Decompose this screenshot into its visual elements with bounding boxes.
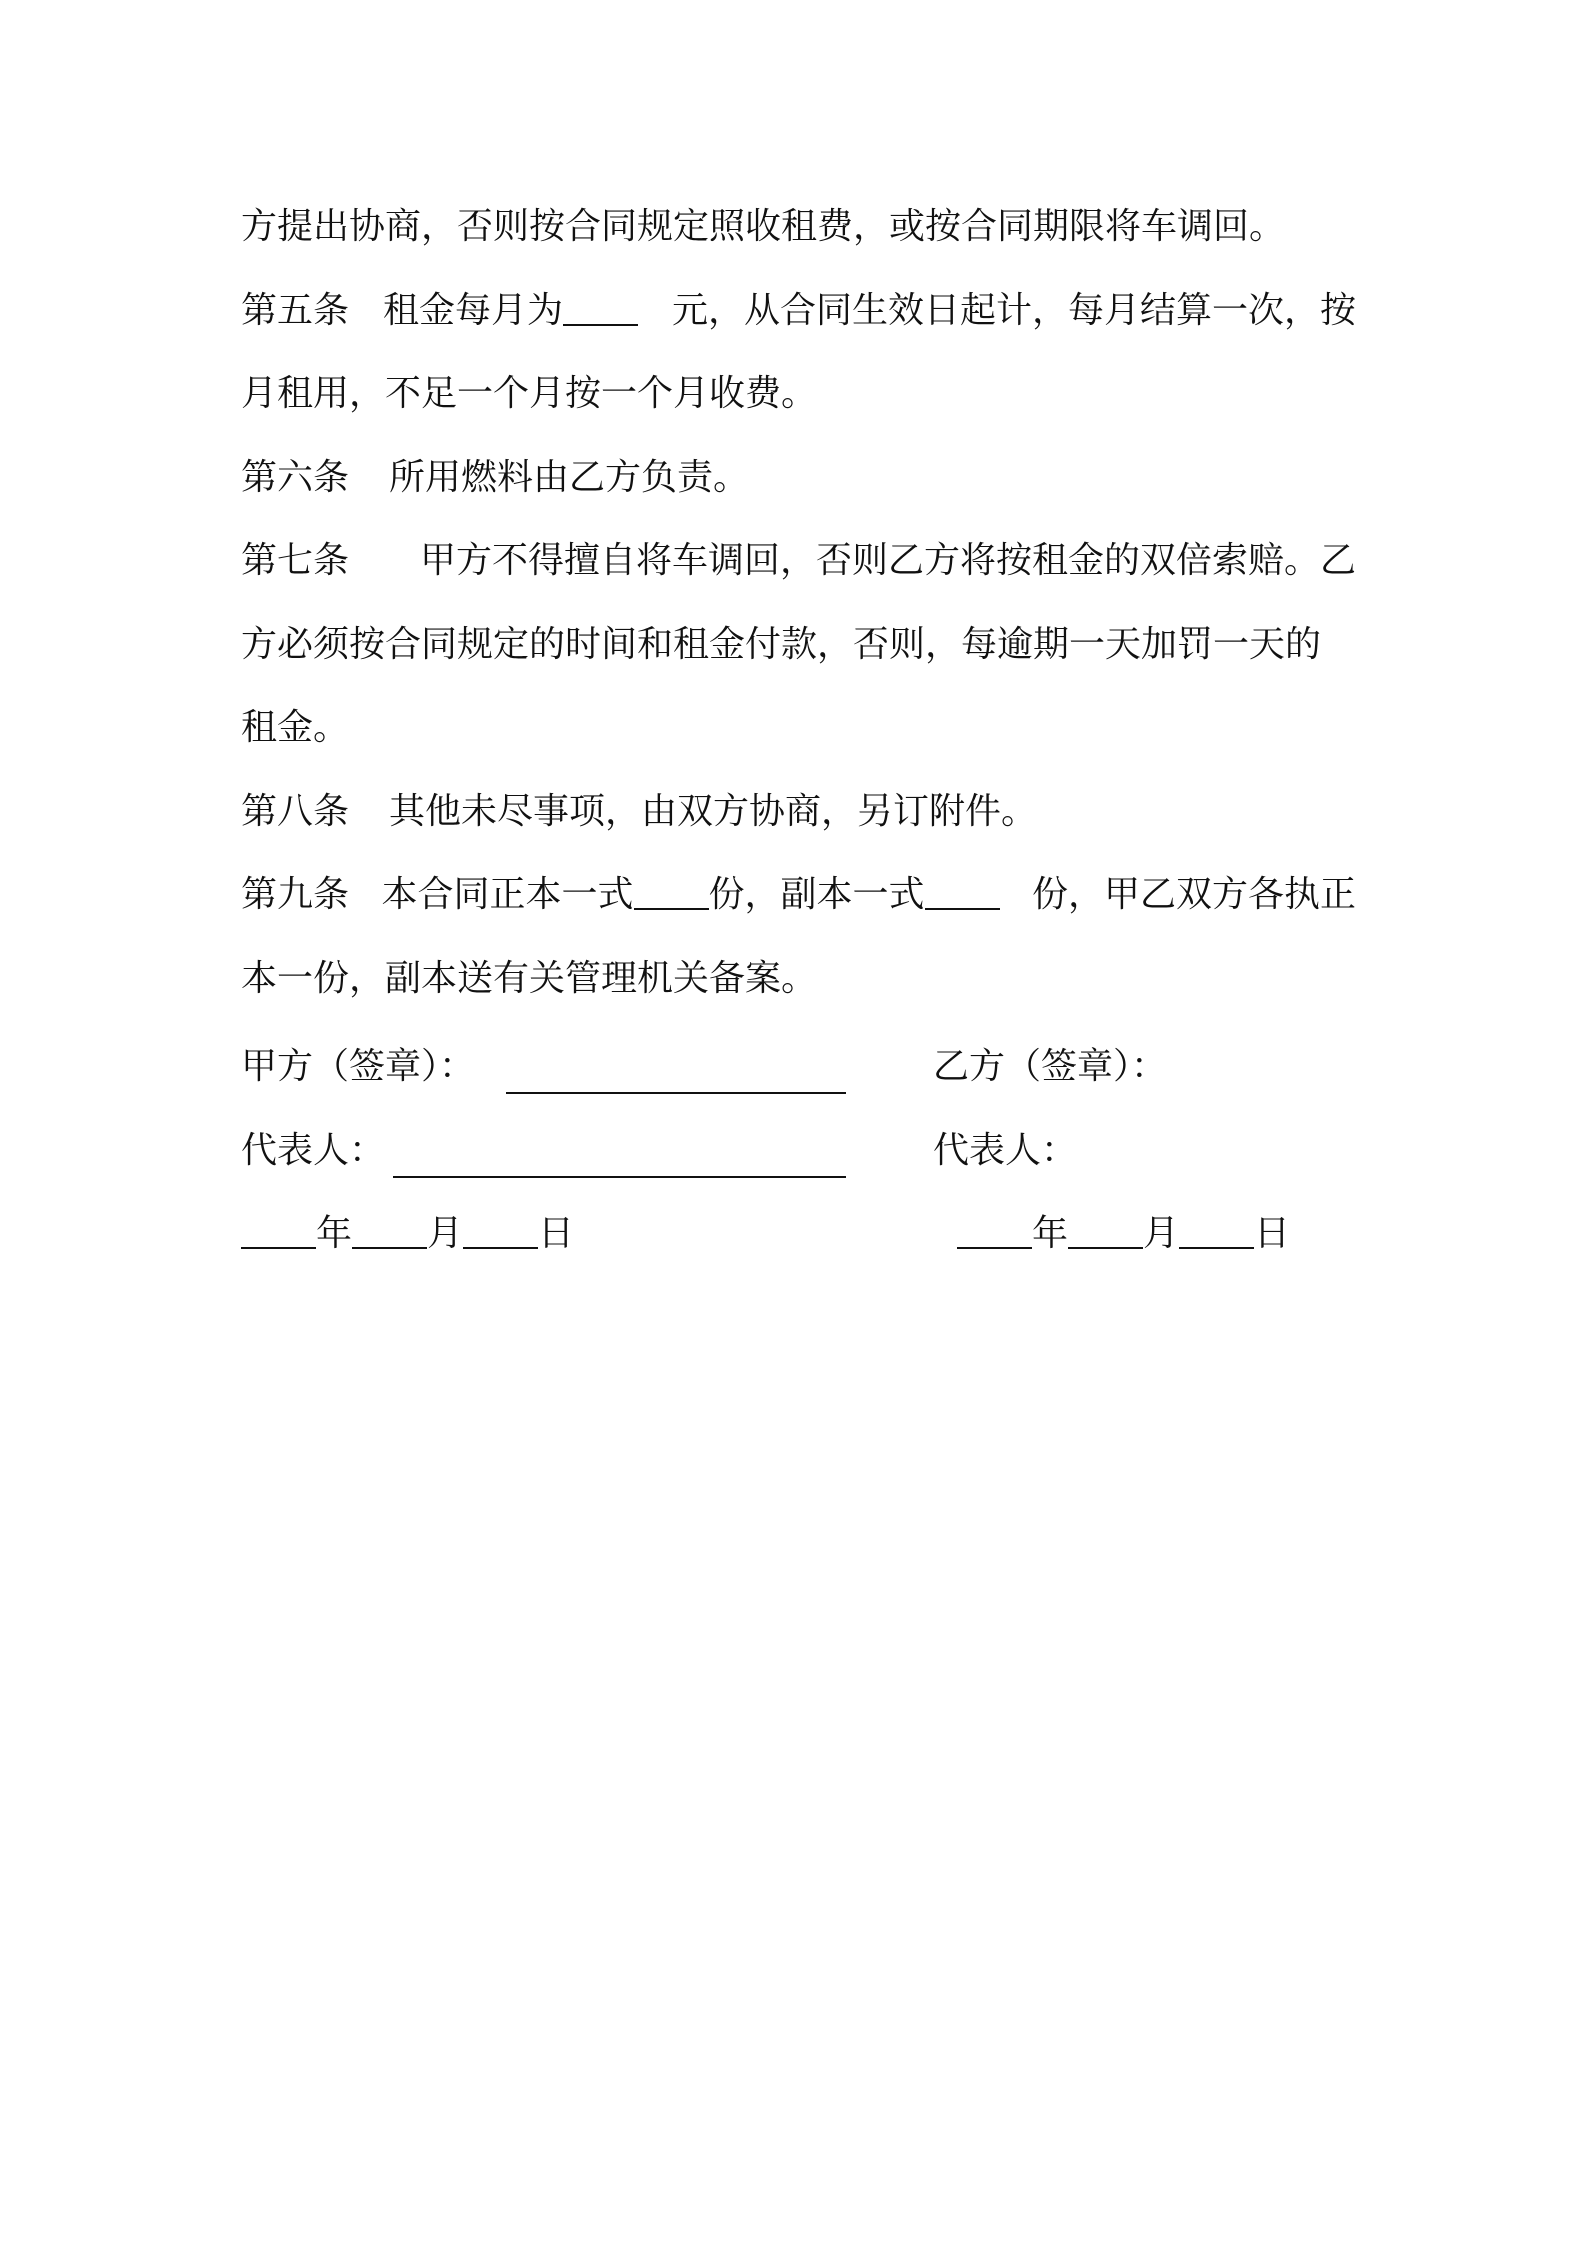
article-5-label: 第五条	[241, 289, 350, 331]
party-a-day-blank[interactable]	[463, 1207, 538, 1249]
seal-row	[241, 1040, 1356, 1100]
article-6-text: 所用燃料由乙方负责。	[389, 456, 750, 498]
article-9-text: 本合同正本一式 份，副本一式	[381, 868, 999, 952]
article-7-text: 甲方不得擅自将车调回，否则乙方将按租金的双倍索赔。乙	[419, 540, 1356, 581]
article-9-line-2: 本一份，副本送有关管理机关备案。	[241, 957, 818, 999]
article-7-line-2: 方必须按合同规定的时间和租金付款，否则，每逾期一天加罚一天的	[241, 623, 1322, 665]
article-6	[241, 451, 1356, 535]
party-b-year-blank[interactable]	[957, 1207, 1032, 1249]
article-7-line-3: 租金。	[241, 707, 350, 748]
party-a-date: 年 月 日	[241, 1207, 574, 1261]
party-b-month-blank[interactable]	[1068, 1207, 1143, 1249]
party-b-day-blank[interactable]	[1179, 1207, 1254, 1249]
date-row	[241, 1207, 1356, 1267]
article-8	[241, 785, 1356, 869]
party-b-representative-label: 代表人：	[933, 1130, 1078, 1171]
article-6-label: 第六条	[241, 456, 350, 498]
duplicate-copies-blank[interactable]	[925, 868, 1000, 910]
article-5-text: 租金每月为	[383, 284, 638, 368]
rent-amount-blank[interactable]	[563, 284, 638, 326]
article-4-continuation: 方提出协商，否则按合同规定照收租费，或按合同期限将车调回。	[241, 206, 1286, 247]
party-a-seal-line[interactable]	[506, 1090, 846, 1094]
contract-body	[241, 200, 1356, 1035]
party-a-representative-label: 代表人：	[241, 1130, 386, 1171]
article-5-line-1	[241, 284, 1356, 368]
article-8-label: 第八条	[241, 790, 350, 832]
article-7-label: 第七条	[241, 540, 350, 581]
original-copies-blank[interactable]	[634, 868, 709, 910]
article-5-text-cont: 元，从合同生效日起计，每月结算一次，按	[671, 289, 1356, 331]
party-a-year-blank[interactable]	[241, 1207, 316, 1249]
party-b-seal-label: 乙方（签章）：	[933, 1046, 1168, 1087]
party-a-representative-line[interactable]	[393, 1174, 846, 1178]
party-a-month-blank[interactable]	[352, 1207, 427, 1249]
article-9-label: 第九条	[241, 874, 350, 915]
article-8-text: 其他未尽事项，由双方协商，另订附件。	[389, 790, 1038, 832]
article-9-text-cont: 份，甲乙双方各执正	[1031, 874, 1356, 915]
representative-row	[241, 1124, 1356, 1184]
article-7-line-1	[241, 534, 1356, 618]
article-5-line-2: 月租用，不足一个月按一个月收费。	[241, 373, 818, 414]
party-b-date: 年 月 日	[957, 1207, 1290, 1261]
article-9-line-1	[241, 868, 1356, 952]
party-a-seal-label: 甲方（签章）：	[241, 1046, 476, 1087]
